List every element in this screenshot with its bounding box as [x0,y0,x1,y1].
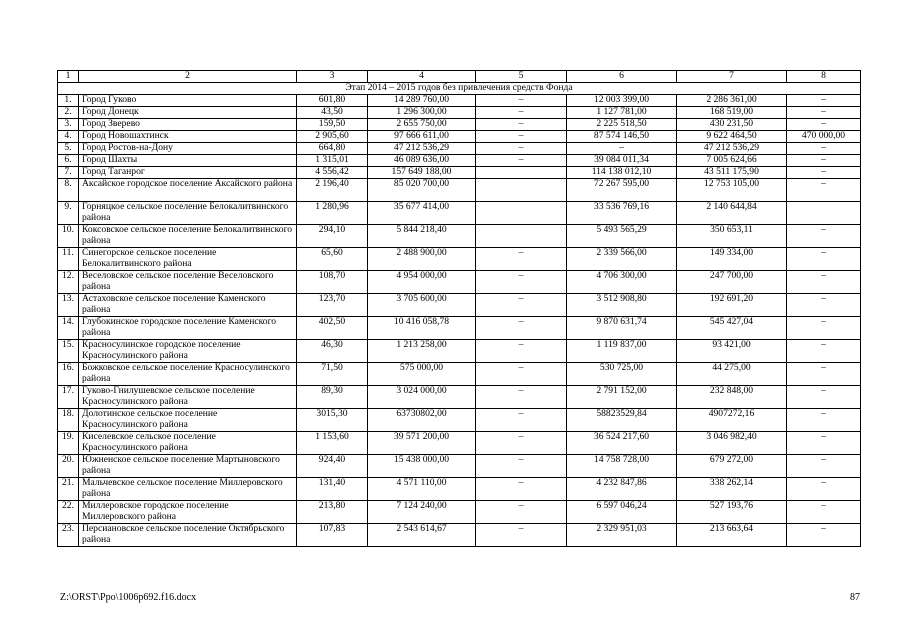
table-row [58,432,861,455]
row-number: 21. [58,478,79,501]
owner-funds: – [787,501,861,524]
owner-funds: – [787,143,861,155]
total-cost: 7 124 240,00 [368,501,476,524]
fund-cost [476,202,567,225]
local-budget: 2 286 361,00 [677,95,787,107]
total-cost: 1 296 300,00 [368,107,476,119]
table-row [58,409,861,432]
municipality-name: Миллеровское городское поселение Миллеровского района [79,501,297,524]
fund-cost [476,167,567,179]
table-row [58,179,861,202]
total-cost: 3 705 600,00 [368,294,476,317]
row-number: 22. [58,501,79,524]
area-value: 213,80 [297,501,368,524]
municipality-name: Синегорское сельское поселение Белокалитвинского района [79,248,297,271]
header-cell: 4 [368,71,476,83]
owner-funds: – [787,119,861,131]
fund-cost: – [476,143,567,155]
total-cost: 47 212 536,29 [368,143,476,155]
owner-funds: – [787,363,861,386]
fund-cost: – [476,95,567,107]
table-row [58,386,861,409]
municipality-name: Город Гуково [79,95,297,107]
fund-cost: – [476,131,567,143]
table-row [58,95,861,107]
row-number: 9. [58,202,79,225]
regional-budget: 5 493 565,29 [567,225,677,248]
area-value: 159,50 [297,119,368,131]
table-row [58,119,861,131]
table-row [58,248,861,271]
row-number: 14. [58,317,79,340]
area-value: 46,30 [297,340,368,363]
row-number: 8. [58,179,79,202]
fund-cost: – [476,248,567,271]
local-budget: 168 519,00 [677,107,787,119]
footer-page-number: 87 [850,592,860,603]
owner-funds: – [787,455,861,478]
regional-budget: 3 512 908,80 [567,294,677,317]
total-cost: 2 543 614,67 [368,524,476,547]
data-table [57,70,861,547]
regional-budget: 12 003 399,00 [567,95,677,107]
header-row [58,71,861,83]
stage-title: Этап 2014 – 2015 годов без привлечения средств Фонда [58,83,861,95]
owner-funds: – [787,478,861,501]
owner-funds: – [787,107,861,119]
regional-budget: 2 791 152,00 [567,386,677,409]
owner-funds: 470 000,00 [787,131,861,143]
row-number: 2. [58,107,79,119]
total-cost: 3 024 000,00 [368,386,476,409]
local-budget: 213 663,64 [677,524,787,547]
area-value: 664,80 [297,143,368,155]
header-cell: 7 [677,71,787,83]
table-row [58,225,861,248]
total-cost: 1 213 258,00 [368,340,476,363]
regional-budget: 114 138 012,10 [567,167,677,179]
area-value: 65,60 [297,248,368,271]
fund-cost: – [476,455,567,478]
local-budget: 44 275,00 [677,363,787,386]
table-row [58,271,861,294]
area-value: 89,30 [297,386,368,409]
local-budget: 7 005 624,66 [677,155,787,167]
total-cost: 157 649 188,00 [368,167,476,179]
row-number: 6. [58,155,79,167]
fund-cost [476,225,567,248]
municipality-name: Мальчевское сельское поселение Миллеровского района [79,478,297,501]
total-cost: 4 571 110,00 [368,478,476,501]
total-cost: 46 089 636,00 [368,155,476,167]
local-budget: 43 511 175,90 [677,167,787,179]
fund-cost: – [476,432,567,455]
area-value: 71,50 [297,363,368,386]
municipality-name: Глубокинское городское поселение Каменского района [79,317,297,340]
regional-budget: 39 084 011,34 [567,155,677,167]
owner-funds: – [787,95,861,107]
area-value: 402,50 [297,317,368,340]
row-number: 3. [58,119,79,131]
total-cost: 85 020 700,00 [368,179,476,202]
owner-funds: – [787,340,861,363]
area-value: 43,50 [297,107,368,119]
regional-budget: 72 267 595,00 [567,179,677,202]
municipality-name: Город Таганрог [79,167,297,179]
row-number: 18. [58,409,79,432]
regional-budget: 2 339 566,00 [567,248,677,271]
regional-budget: 530 725,00 [567,363,677,386]
fund-cost: – [476,409,567,432]
regional-budget: 9 870 631,74 [567,317,677,340]
total-cost: 2 655 750,00 [368,119,476,131]
municipality-name: Город Зверево [79,119,297,131]
municipality-name: Южненское сельское поселение Мартыновского района [79,455,297,478]
header-cell: 8 [787,71,861,83]
municipality-name: Киселевское сельское поселение Красносулинского района [79,432,297,455]
owner-funds [787,202,861,225]
owner-funds: – [787,294,861,317]
row-number: 19. [58,432,79,455]
total-cost: 2 488 900,00 [368,248,476,271]
table-row [58,524,861,547]
municipality-name: Коксовское сельское поселение Белокалитвинского района [79,225,297,248]
total-cost: 5 844 218,40 [368,225,476,248]
row-number: 20. [58,455,79,478]
regional-budget: 2 225 518,50 [567,119,677,131]
area-value: 2 905,60 [297,131,368,143]
header-cell: 6 [567,71,677,83]
regional-budget: 33 536 769,16 [567,202,677,225]
owner-funds: – [787,167,861,179]
owner-funds: – [787,409,861,432]
local-budget: 47 212 536,29 [677,143,787,155]
local-budget: 9 622 464,50 [677,131,787,143]
fund-cost: – [476,363,567,386]
row-number: 17. [58,386,79,409]
owner-funds: – [787,271,861,294]
total-cost: 15 438 000,00 [368,455,476,478]
municipality-name: Веселовское сельское поселение Веселовского района [79,271,297,294]
area-value: 1 315,01 [297,155,368,167]
regional-budget: – [567,143,677,155]
owner-funds: – [787,524,861,547]
regional-budget: 1 127 781,00 [567,107,677,119]
local-budget: 4907272,16 [677,409,787,432]
row-number: 1. [58,95,79,107]
municipality-name: Горняцкое сельское поселение Белокалитвинского района [79,202,297,225]
fund-cost: – [476,271,567,294]
municipality-name: Аксайское городское поселение Аксайского района [79,179,297,202]
table-row [58,363,861,386]
table-row [58,478,861,501]
owner-funds: – [787,179,861,202]
fund-cost: – [476,155,567,167]
municipality-name: Город Донецк [79,107,297,119]
area-value: 123,70 [297,294,368,317]
table-row [58,107,861,119]
table-row [58,317,861,340]
local-budget: 12 753 105,00 [677,179,787,202]
municipality-name: Персиановское сельское поселение Октябрьского района [79,524,297,547]
fund-cost: – [476,340,567,363]
table-row [58,455,861,478]
municipality-name: Город Шахты [79,155,297,167]
row-number: 12. [58,271,79,294]
local-budget: 3 046 982,40 [677,432,787,455]
table-row [58,143,861,155]
regional-budget: 2 329 951,03 [567,524,677,547]
owner-funds: – [787,248,861,271]
regional-budget: 58823529,84 [567,409,677,432]
area-value: 131,40 [297,478,368,501]
local-budget: 350 653,11 [677,225,787,248]
local-budget: 247 700,00 [677,271,787,294]
owner-funds: – [787,225,861,248]
regional-budget: 36 524 217,60 [567,432,677,455]
row-number: 11. [58,248,79,271]
municipality-name: Божковское сельское поселение Красносулинского района [79,363,297,386]
local-budget: 149 334,00 [677,248,787,271]
area-value: 601,80 [297,95,368,107]
municipality-name: Гуково-Гнилушевское сельское поселение Красносулинского района [79,386,297,409]
owner-funds: – [787,386,861,409]
row-number: 5. [58,143,79,155]
table-row [58,131,861,143]
header-cell: 1 [58,71,79,83]
fund-cost: – [476,317,567,340]
fund-cost: – [476,524,567,547]
row-number: 10. [58,225,79,248]
total-cost: 35 677 414,00 [368,202,476,225]
area-value: 294,10 [297,225,368,248]
table-row [58,167,861,179]
row-number: 13. [58,294,79,317]
fund-cost: – [476,478,567,501]
footer-file-path: Z:\ORST\Ppo\1006p692.f16.docx [60,592,197,603]
fund-cost: – [476,119,567,131]
area-value: 2 196,40 [297,179,368,202]
area-value: 108,70 [297,271,368,294]
area-value: 1 280,96 [297,202,368,225]
row-number: 16. [58,363,79,386]
regional-budget: 4 706 300,00 [567,271,677,294]
regional-budget: 6 597 046,24 [567,501,677,524]
fund-cost [476,179,567,202]
stage-row [58,83,861,95]
row-number: 7. [58,167,79,179]
local-budget: 192 691,20 [677,294,787,317]
owner-funds: – [787,432,861,455]
local-budget: 232 848,00 [677,386,787,409]
regional-budget: 4 232 847,86 [567,478,677,501]
row-number: 23. [58,524,79,547]
area-value: 3015,30 [297,409,368,432]
area-value: 4 556,42 [297,167,368,179]
total-cost: 575 000,00 [368,363,476,386]
local-budget: 93 421,00 [677,340,787,363]
municipality-name: Город Новошахтинск [79,131,297,143]
area-value: 107,83 [297,524,368,547]
total-cost: 39 571 200,00 [368,432,476,455]
regional-budget: 87 574 146,50 [567,131,677,143]
municipality-name: Долотинское сельское поселение Красносулинского района [79,409,297,432]
header-cell: 2 [79,71,297,83]
table-row [58,155,861,167]
header-cell: 3 [297,71,368,83]
row-number: 4. [58,131,79,143]
area-value: 924,40 [297,455,368,478]
regional-budget: 1 119 837,00 [567,340,677,363]
local-budget: 679 272,00 [677,455,787,478]
local-budget: 430 231,50 [677,119,787,131]
fund-cost: – [476,107,567,119]
area-value: 1 153,60 [297,432,368,455]
total-cost: 14 289 760,00 [368,95,476,107]
local-budget: 2 140 644,84 [677,202,787,225]
table-row [58,501,861,524]
municipality-name: Город Ростов-на-Дону [79,143,297,155]
row-number: 15. [58,340,79,363]
table-row [58,340,861,363]
total-cost: 63730802,00 [368,409,476,432]
table-row [58,202,861,225]
local-budget: 545 427,04 [677,317,787,340]
regional-budget: 14 758 728,00 [567,455,677,478]
local-budget: 527 193,76 [677,501,787,524]
owner-funds: – [787,155,861,167]
total-cost: 97 666 611,00 [368,131,476,143]
fund-cost: – [476,501,567,524]
fund-cost: – [476,294,567,317]
municipality-name: Красносулинское городское поселение Красносулинского района [79,340,297,363]
fund-cost: – [476,386,567,409]
total-cost: 10 416 058,78 [368,317,476,340]
total-cost: 4 954 000,00 [368,271,476,294]
table-row [58,294,861,317]
header-cell: 5 [476,71,567,83]
owner-funds: – [787,317,861,340]
municipality-name: Астаховское сельское поселение Каменского района [79,294,297,317]
local-budget: 338 262,14 [677,478,787,501]
